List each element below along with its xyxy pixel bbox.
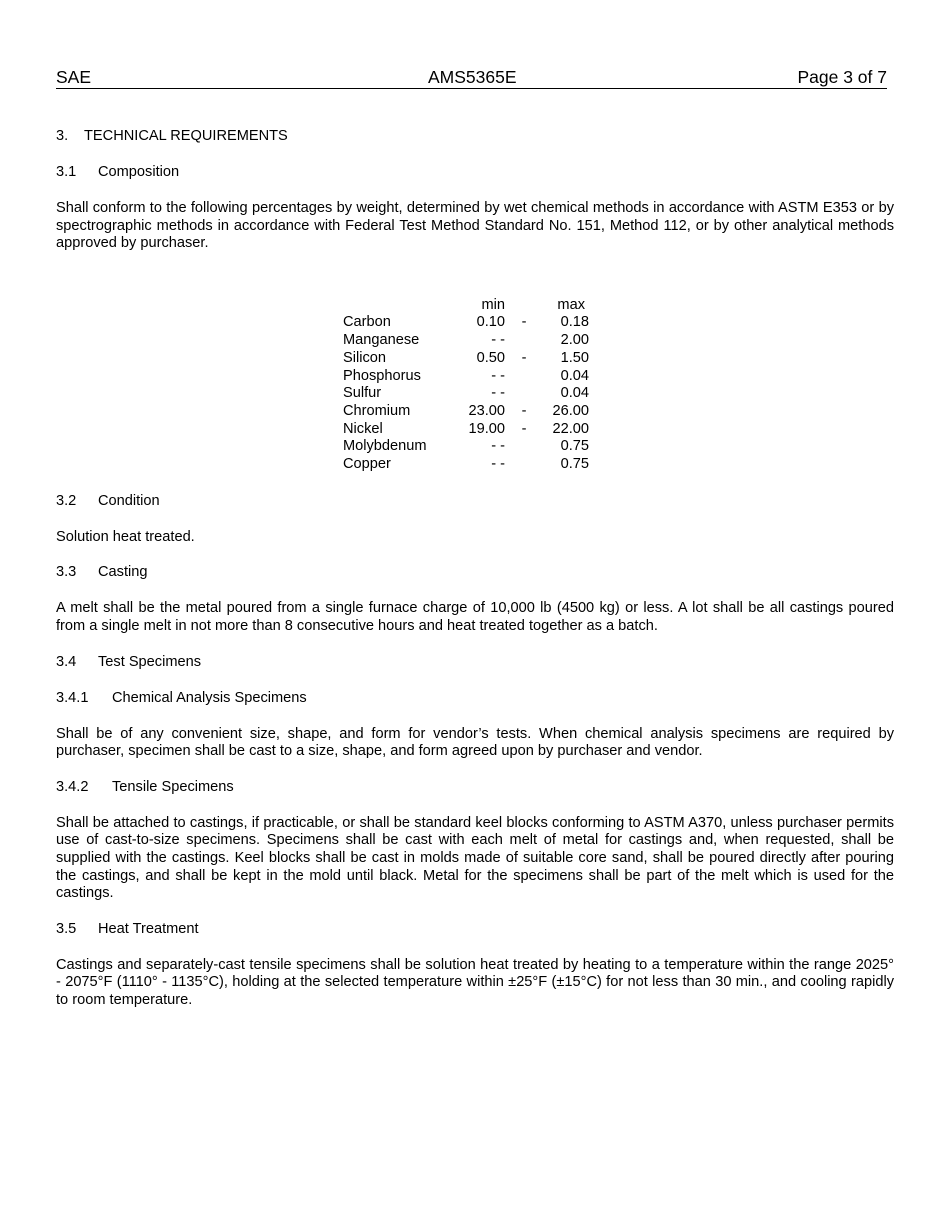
- header-page-number: Page 3 of 7: [797, 67, 887, 87]
- element-name: Carbon: [343, 314, 391, 331]
- range-dash: -: [521, 420, 527, 437]
- section-number: 3.5: [56, 920, 77, 937]
- header-doc-number: AMS5365E: [428, 67, 517, 87]
- section-3-2-heading: [56, 493, 894, 511]
- range-dash: [505, 385, 543, 403]
- range-dash: -: [521, 349, 527, 366]
- page-header: [56, 66, 887, 89]
- table-row: [343, 332, 589, 350]
- section-title: TECHNICAL REQUIREMENTS: [84, 128, 288, 144]
- element-name: Chromium: [343, 403, 411, 419]
- section-number: 3.: [56, 128, 69, 144]
- section-title: Casting: [98, 564, 148, 581]
- table-row: [343, 456, 589, 474]
- section-title: Tensile Specimens: [112, 778, 234, 795]
- composition-table: [343, 297, 589, 474]
- section-title: Chemical Analysis Specimens: [112, 689, 307, 706]
- chemical-analysis-paragraph: Shall be of any convenient size, shape, and form for vendor’s tests. When chemical analysis specimens are required by purchaser, specimen shall be cast to a size, shape, and form agreed upon by purchaser and vendor.: [56, 725, 894, 760]
- min-value: 19.00: [468, 420, 505, 437]
- element-name: Molybdenum: [343, 438, 427, 455]
- section-number: 3.3: [56, 564, 77, 581]
- min-value: 0.10: [476, 314, 505, 331]
- section-3-4-2-heading: [56, 779, 894, 797]
- section-3-4-heading: [56, 654, 894, 672]
- section-3-4-1-heading: [56, 690, 894, 708]
- min-value: 0.50: [476, 349, 505, 366]
- min-value: - -: [491, 332, 505, 349]
- element-name: Silicon: [343, 349, 386, 366]
- max-value: 0.04: [560, 385, 589, 402]
- max-value: 0.75: [560, 456, 589, 473]
- casting-paragraph: A melt shall be the metal poured from a single furnace charge of 10,000 lb (4500 kg) or less. A lot shall be all castings poured from a single melt in not more than 8 consecutive hours and heat treated together as a batch.: [56, 600, 894, 634]
- element-name: Phosphorus: [343, 367, 421, 384]
- section-3-heading: [56, 128, 894, 146]
- table-row: [343, 350, 589, 368]
- min-value: - -: [491, 438, 505, 455]
- max-value: 0.04: [560, 367, 589, 384]
- min-value: - -: [491, 367, 505, 384]
- table-row: [343, 438, 589, 456]
- section-3-1-heading: [56, 164, 894, 182]
- max-value: 1.50: [560, 349, 589, 366]
- header-org: SAE: [56, 67, 92, 87]
- section-number: 3.4.2: [56, 778, 89, 795]
- max-column-header: max: [557, 296, 585, 313]
- min-value: - -: [491, 456, 505, 473]
- section-number: 3.4: [56, 653, 77, 670]
- section-3-3-heading: [56, 564, 894, 582]
- max-value: 26.00: [552, 403, 589, 419]
- document-body: [56, 128, 894, 1010]
- max-value: 2.00: [560, 332, 589, 349]
- range-dash: [505, 332, 543, 350]
- table-row: [343, 421, 589, 439]
- max-value: 0.75: [560, 438, 589, 455]
- tensile-specimens-paragraph: Shall be attached to castings, if practicable, or shall be standard keel blocks conforming to ASTM A370, unless purchaser permits use of cast-to-size specimens. Specimens shall be cast with each melt of metal for castings and, when requested, shall be supplied with the castings. Keel blocks shall be cast in molds made of suitable core sand, shall be poured directly after pouring the castings, and shall be kept in the mold until black. Metal for the specimens shall be part of the melt which is used for the castings.: [56, 814, 894, 902]
- section-3-5-heading: [56, 921, 894, 939]
- range-dash: [505, 438, 543, 456]
- table-row: [343, 403, 589, 421]
- range-dash: [505, 456, 543, 474]
- element-name: Copper: [343, 456, 391, 473]
- element-name: Sulfur: [343, 385, 382, 402]
- table-header-row: [343, 297, 589, 315]
- range-dash: -: [521, 314, 527, 331]
- composition-paragraph: Shall conform to the following percentages by weight, determined by wet chemical methods in accordance with ASTM E353 or by spectrographic methods in accordance with Federal Test Method Standard No. 151, Method 112, or by other analytical methods approved by purchaser.: [56, 200, 894, 252]
- max-value: 0.18: [560, 314, 589, 331]
- table-row: [343, 314, 589, 332]
- element-name: Manganese: [343, 332, 420, 349]
- section-title: Condition: [98, 492, 160, 509]
- range-dash: [505, 368, 543, 386]
- max-value: 22.00: [552, 420, 589, 437]
- section-number: 3.4.1: [56, 689, 89, 706]
- element-name: Nickel: [343, 420, 383, 437]
- min-value: 23.00: [468, 403, 505, 419]
- range-dash: -: [521, 403, 527, 419]
- heat-treatment-paragraph: Castings and separately-cast tensile specimens shall be solution heat treated by heating to a temperature within the range 2025° - 2075°F (1110° - 1135°C), holding at the selected temperature within ±25°F (±15°C) for not less than 30 min., and cooling rapidly to room temperature.: [56, 956, 894, 1008]
- section-title: Test Specimens: [98, 653, 202, 670]
- table-row: [343, 368, 589, 386]
- section-number: 3.2: [56, 492, 77, 509]
- min-value: - -: [491, 385, 505, 402]
- table-row: [343, 385, 589, 403]
- section-title: Composition: [98, 164, 180, 180]
- min-column-header: min: [481, 296, 505, 313]
- condition-paragraph: Solution heat treated.: [56, 528, 195, 545]
- section-number: 3.1: [56, 164, 77, 180]
- section-title: Heat Treatment: [98, 920, 199, 937]
